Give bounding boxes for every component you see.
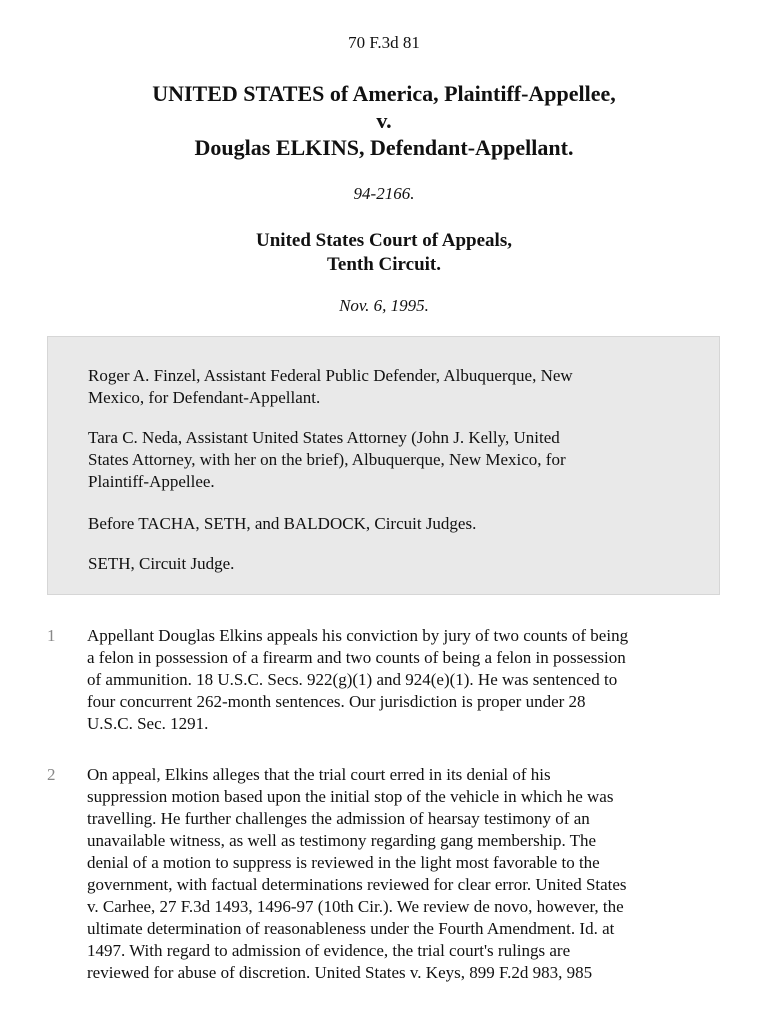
counsel-box xyxy=(47,336,720,595)
paragraph-line: v. Carhee, 27 F.3d 1493, 1496-97 (10th Cir.). We review de novo, however, the xyxy=(87,897,624,916)
case-caption xyxy=(0,80,768,161)
court-name-line1: United States Court of Appeals, xyxy=(256,230,512,251)
paragraph-line: Appellant Douglas Elkins appeals his conviction by jury of two counts of being xyxy=(87,626,629,645)
paragraph-line: of ammunition. 18 U.S.C. Secs. 922(g)(1) and 924(e)(1). He was sentenced to xyxy=(87,670,618,689)
paragraph-text xyxy=(87,625,727,735)
counsel-defendant-line: Mexico, for Defendant-Appellant. xyxy=(88,388,321,407)
court-name-line2: Tenth Circuit. xyxy=(326,254,442,275)
decision-date: Nov. 6, 1995. xyxy=(339,296,429,315)
paragraph-line: travelling. He further challenges the admission of hearsay testimony of an xyxy=(87,809,590,828)
paragraph-line: a felon in possession of a firearm and two counts of being a felon in possession xyxy=(87,648,626,667)
caption-versus: v. xyxy=(376,108,392,133)
caption-plaintiff: UNITED STATES of America, Plaintiff-Appellee, xyxy=(152,81,616,106)
paragraph-line: ultimate determination of reasonableness under the Fourth Amendment. Id. at xyxy=(87,919,615,938)
paragraph-number: 2 xyxy=(47,765,56,784)
counsel-plaintiff-line: States Attorney, with her on the brief), Albuquerque, New Mexico, for xyxy=(88,450,566,469)
citation: 70 F.3d 81 xyxy=(348,33,420,52)
paragraph-line: suppression motion based upon the initial stop of the vehicle in which he was xyxy=(87,787,614,806)
paragraph-line: 1497. With regard to admission of evidence, the trial court's rulings are xyxy=(87,941,571,960)
paragraph-line: reviewed for abuse of discretion. United States v. Keys, 899 F.2d 983, 985 xyxy=(87,963,593,982)
paragraph-line: unavailable witness, as well as testimony regarding gang membership. The xyxy=(87,831,597,850)
docket-number: 94-2166. xyxy=(353,184,415,203)
paragraph-line: U.S.C. Sec. 1291. xyxy=(87,714,209,733)
opinion-author: SETH, Circuit Judge. xyxy=(88,554,235,573)
counsel-defendant xyxy=(88,365,688,409)
paragraph-line: government, with factual determinations reviewed for clear error. United States xyxy=(87,875,627,894)
caption-defendant: Douglas ELKINS, Defendant-Appellant. xyxy=(194,135,574,160)
paragraph-line: denial of a motion to suppress is reviewed in the light most favorable to the xyxy=(87,853,600,872)
counsel-plaintiff-line: Plaintiff-Appellee. xyxy=(88,472,215,491)
paragraph-line: On appeal, Elkins alleges that the trial court erred in its denial of his xyxy=(87,765,551,784)
paragraph-text xyxy=(87,764,727,984)
paragraph-line: four concurrent 262-month sentences. Our jurisdiction is proper under 28 xyxy=(87,692,586,711)
counsel-plaintiff-line: Tara C. Neda, Assistant United States Attorney (John J. Kelly, United xyxy=(88,428,560,447)
panel-judges: Before TACHA, SETH, and BALDOCK, Circuit Judges. xyxy=(88,514,477,533)
counsel-defendant-line: Roger A. Finzel, Assistant Federal Public Defender, Albuquerque, New xyxy=(88,366,573,385)
counsel-plaintiff xyxy=(88,427,688,493)
paragraph-number: 1 xyxy=(47,626,56,645)
court-name xyxy=(0,229,768,277)
